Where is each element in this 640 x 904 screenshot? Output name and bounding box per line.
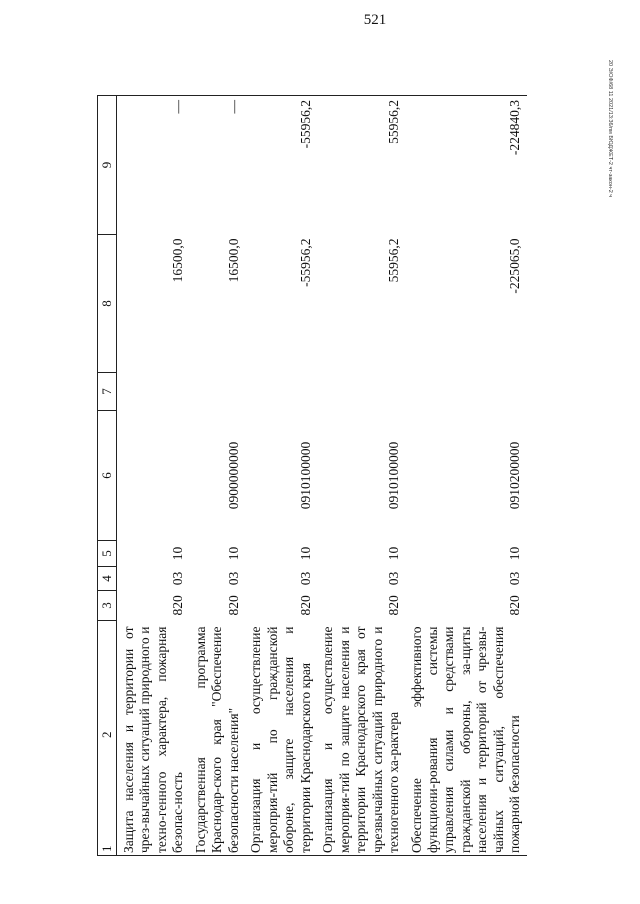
table-row: [190, 96, 245, 856]
table-row: [245, 96, 317, 856]
row-target-cell: 0910100000: [297, 441, 313, 510]
row-type-cell: [190, 373, 245, 411]
row-subsection-cell: 10: [170, 546, 186, 561]
row-amount-cell: -55956,2: [297, 238, 313, 287]
header-cell: 9: [98, 96, 117, 235]
row-name-cell: Организация и осуществление мероприя-тий по защите населения и территории Краснодарского края от чрезвычайных ситуаций природного и техногенного ха-рактера: [317, 621, 405, 856]
row-target-cell: 0900000000: [225, 441, 241, 510]
row-section-cell: 03: [170, 571, 186, 586]
row-target-cell: [117, 411, 190, 541]
row-amount-cell: 55956,2: [386, 238, 402, 283]
row-amount-cell: -225065,0: [507, 238, 523, 294]
row-amount2-cell: -55956,2: [245, 96, 317, 235]
table-row: [406, 96, 527, 856]
header-cell: 7: [98, 373, 117, 411]
row-section-cell: 03: [386, 571, 402, 586]
row-subsection-cell: 10: [386, 546, 402, 561]
table-row: [117, 96, 190, 856]
header-cell: 5: [98, 541, 117, 567]
row-subsection-cell: 10: [507, 546, 523, 561]
budget-table: [97, 95, 527, 856]
row-amount2-cell: 55956,2: [317, 96, 405, 235]
row-name-cell: Организация и осуществление мероприя-тий по гражданской обороне, защите населения и территории Краснодарского края: [245, 621, 317, 856]
row-amount2-cell: —: [117, 96, 190, 235]
row-subsection-cell: 10: [225, 546, 241, 561]
row-type-cell: [406, 373, 527, 411]
row-section-cell: 03: [225, 571, 241, 586]
page-number: 521: [363, 12, 387, 28]
row-type-cell: [317, 373, 405, 411]
row-target-cell: 0910100000: [386, 441, 402, 510]
row-type-cell: [245, 373, 317, 411]
row-amount-cell: 16500,0: [225, 238, 241, 283]
row-type-cell: [117, 373, 190, 411]
column-number-header: [98, 96, 117, 856]
row-section-cell: 03: [507, 571, 523, 586]
row-section-cell: 03: [297, 571, 313, 586]
document-footer-code: 20 Э/ОФ/68 11 2021/13:36/пм БЮДЖЕТ-2 чт-закон-2 ч: [607, 60, 613, 198]
header-cell: [98, 621, 117, 856]
header-cell: 4: [98, 567, 117, 591]
row-name-cell: Государственная программа Краснодар-ского края "Обеспечение безопасности населения": [190, 621, 245, 856]
row-code-cell: 820: [507, 595, 523, 616]
header-col-2: 2: [99, 731, 115, 738]
row-subsection-cell: 10: [297, 546, 313, 561]
header-cell: 6: [98, 411, 117, 541]
row-amount2-cell: -224840,3: [406, 96, 527, 235]
header-cell: 3: [98, 591, 117, 621]
row-target-cell: 0910200000: [507, 441, 523, 510]
header-col-1: 1: [99, 845, 115, 852]
rotated-table-container: [97, 96, 583, 856]
row-code-cell: 820: [297, 595, 313, 616]
row-code-cell: 820: [225, 595, 241, 616]
row-code-cell: 820: [170, 595, 186, 616]
row-amount-cell: 16500,0: [170, 238, 186, 283]
row-name-cell: Защита населения и территории от чрез-вычайных ситуаций природного и техно-генного характера, пожарная безопас-ность: [117, 621, 190, 856]
row-name-cell: Обеспечение эффективного функциони-рования системы управления силами и средствами гражданской обороны, за-щиты населения и территорий от чрезвы-чайных ситуаций, обеспечения пожарной безопасности: [406, 621, 527, 856]
header-cell: 8: [98, 235, 117, 373]
row-amount2-cell: —: [190, 96, 245, 235]
table-row: [317, 96, 405, 856]
row-code-cell: 820: [386, 595, 402, 616]
